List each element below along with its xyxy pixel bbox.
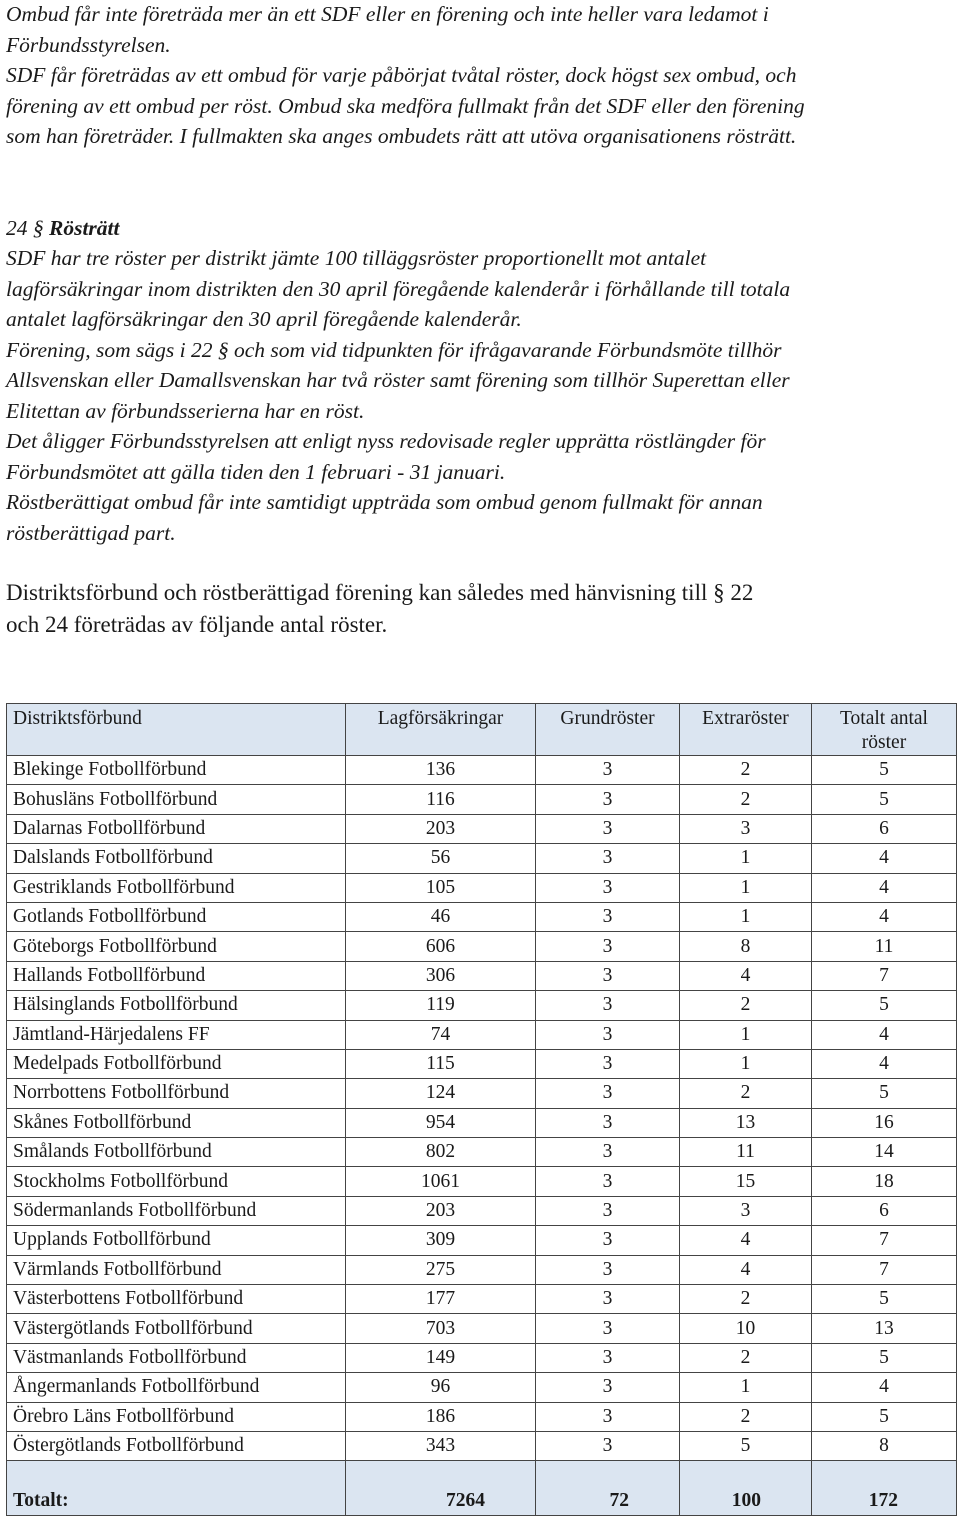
table-row bbox=[7, 1255, 957, 1284]
extra-votes-cell: 3 bbox=[680, 814, 812, 843]
header-total-votes: Totalt antal röster bbox=[812, 704, 957, 756]
extra-votes-cell: 10 bbox=[680, 1314, 812, 1343]
base-votes-cell: 3 bbox=[536, 1138, 680, 1167]
extra-votes-cell: 1 bbox=[680, 873, 812, 902]
extra-votes-cell: 1 bbox=[680, 1049, 812, 1078]
extra-votes-cell: 5 bbox=[680, 1431, 812, 1460]
base-votes-cell: 3 bbox=[536, 1402, 680, 1431]
insurances-cell: 309 bbox=[346, 1226, 536, 1255]
extra-votes-cell: 2 bbox=[680, 1285, 812, 1314]
district-name-cell: Ångermanlands Fotbollförbund bbox=[7, 1373, 346, 1402]
section-24 bbox=[6, 213, 790, 548]
base-votes-cell: 3 bbox=[536, 1020, 680, 1049]
text-line: lagförsäkringar inom distrikten den 30 april föregående kalenderår i förhållande till totala bbox=[6, 276, 791, 301]
district-name-cell: Jämtland-Härjedalens FF bbox=[7, 1020, 346, 1049]
table-row bbox=[7, 1079, 957, 1108]
total-votes-cell: 7 bbox=[812, 1226, 957, 1255]
header-district: Distriktsförbund bbox=[7, 704, 346, 756]
district-name-cell: Dalslands Fotbollförbund bbox=[7, 844, 346, 873]
base-votes-cell: 3 bbox=[536, 1049, 680, 1078]
insurances-cell: 703 bbox=[346, 1314, 536, 1343]
extra-votes-cell: 8 bbox=[680, 932, 812, 961]
insurances-cell: 954 bbox=[346, 1108, 536, 1137]
insurances-cell: 115 bbox=[346, 1049, 536, 1078]
header-extra-votes: Extraröster bbox=[680, 704, 812, 756]
insurances-cell: 46 bbox=[346, 902, 536, 931]
table-row bbox=[7, 814, 957, 843]
text-line: Ombud får inte företräda mer än ett SDF eller en förening och inte heller vara ledamot i bbox=[6, 2, 769, 26]
base-votes-cell: 3 bbox=[536, 1079, 680, 1108]
text-line: röstberättigad part. bbox=[6, 520, 176, 545]
extra-votes-cell: 2 bbox=[680, 1343, 812, 1372]
table-row bbox=[7, 991, 957, 1020]
total-votes-cell: 4 bbox=[812, 902, 957, 931]
total-votes-cell: 5 bbox=[812, 991, 957, 1020]
table-body bbox=[7, 756, 957, 1461]
insurances-cell: 119 bbox=[346, 991, 536, 1020]
total-votes-cell: 4 bbox=[812, 844, 957, 873]
total-votes-cell: 6 bbox=[812, 1196, 957, 1225]
total-votes-cell: 6 bbox=[812, 814, 957, 843]
extra-votes-cell: 1 bbox=[680, 902, 812, 931]
table-row bbox=[7, 1108, 957, 1137]
base-votes-cell: 3 bbox=[536, 1226, 680, 1255]
table-row bbox=[7, 1138, 957, 1167]
district-name-cell: Hallands Fotbollförbund bbox=[7, 961, 346, 990]
insurances-cell: 203 bbox=[346, 1196, 536, 1225]
district-name-cell: Stockholms Fotbollförbund bbox=[7, 1167, 346, 1196]
district-name-cell: Dalarnas Fotbollförbund bbox=[7, 814, 346, 843]
insurances-cell: 96 bbox=[346, 1373, 536, 1402]
text-line: Förbundsstyrelsen. bbox=[6, 32, 171, 57]
header-base-votes: Grundröster bbox=[536, 704, 680, 756]
table-header-row bbox=[7, 704, 957, 756]
base-votes-cell: 3 bbox=[536, 961, 680, 990]
insurances-cell: 177 bbox=[346, 1285, 536, 1314]
extra-votes-cell: 3 bbox=[680, 1196, 812, 1225]
total-votes-cell: 5 bbox=[812, 785, 957, 814]
district-name-cell: Upplands Fotbollförbund bbox=[7, 1226, 346, 1255]
extra-votes-cell: 1 bbox=[680, 1373, 812, 1402]
table-row bbox=[7, 1196, 957, 1225]
table-intro bbox=[6, 577, 753, 641]
base-votes-cell: 3 bbox=[536, 1431, 680, 1460]
total-votes-cell: 5 bbox=[812, 1285, 957, 1314]
insurances-cell: 105 bbox=[346, 873, 536, 902]
text-line: förening av ett ombud per röst. Ombud ska medföra fullmakt från det SDF eller den förening bbox=[6, 93, 805, 118]
district-name-cell: Västergötlands Fotbollförbund bbox=[7, 1314, 346, 1343]
text-line: Röstberättigat ombud får inte samtidigt uppträda som ombud genom fullmakt för annan bbox=[6, 490, 763, 514]
insurances-cell: 186 bbox=[346, 1402, 536, 1431]
base-votes-cell: 3 bbox=[536, 932, 680, 961]
totals-base-votes: 72 bbox=[536, 1461, 680, 1516]
district-name-cell: Medelpads Fotbollförbund bbox=[7, 1049, 346, 1078]
total-votes-cell: 5 bbox=[812, 1402, 957, 1431]
text-line: Elitettan av förbundsserierna har en röst. bbox=[6, 398, 365, 423]
district-name-cell: Norrbottens Fotbollförbund bbox=[7, 1079, 346, 1108]
total-votes-cell: 16 bbox=[812, 1108, 957, 1137]
table-row bbox=[7, 1373, 957, 1402]
extra-votes-cell: 2 bbox=[680, 756, 812, 785]
insurances-cell: 116 bbox=[346, 785, 536, 814]
insurances-cell: 203 bbox=[346, 814, 536, 843]
section-heading bbox=[6, 213, 790, 243]
insurances-cell: 275 bbox=[346, 1255, 536, 1284]
total-votes-cell: 5 bbox=[812, 756, 957, 785]
base-votes-cell: 3 bbox=[536, 1343, 680, 1372]
insurances-cell: 136 bbox=[346, 756, 536, 785]
total-votes-cell: 18 bbox=[812, 1167, 957, 1196]
extra-votes-cell: 4 bbox=[680, 1255, 812, 1284]
table-row bbox=[7, 1343, 957, 1372]
text-line: Distriktsförbund och röstberättigad förening kan således med hänvisning till § 22 bbox=[6, 580, 754, 605]
district-name-cell: Bohusläns Fotbollförbund bbox=[7, 785, 346, 814]
table-row bbox=[7, 1167, 957, 1196]
district-name-cell: Gotlands Fotbollförbund bbox=[7, 902, 346, 931]
extra-votes-cell: 2 bbox=[680, 1079, 812, 1108]
text-line: SDF har tre röster per distrikt jämte 100 tilläggsröster proportionellt mot antalet bbox=[6, 246, 707, 270]
district-name-cell: Örebro Läns Fotbollförbund bbox=[7, 1402, 346, 1431]
total-votes-cell: 4 bbox=[812, 1020, 957, 1049]
section-title: Rösträtt bbox=[49, 216, 120, 240]
text-line: Förbundsmötet att gälla tiden den 1 februari - 31 januari. bbox=[6, 459, 506, 484]
table-row bbox=[7, 1020, 957, 1049]
extra-votes-cell: 1 bbox=[680, 844, 812, 873]
totals-insurances: 7264 bbox=[346, 1461, 536, 1516]
proxy-rules-paragraph bbox=[6, 0, 805, 152]
totals-label: Totalt: bbox=[7, 1461, 346, 1516]
table-row bbox=[7, 1049, 957, 1078]
table-row bbox=[7, 1402, 957, 1431]
base-votes-cell: 3 bbox=[536, 991, 680, 1020]
base-votes-cell: 3 bbox=[536, 1196, 680, 1225]
text-line: Förening, som sägs i 22 § och som vid tidpunkten för ifrågavarande Förbundsmöte tillhör bbox=[6, 337, 782, 362]
table-row bbox=[7, 785, 957, 814]
table-row bbox=[7, 961, 957, 990]
text-line: SDF får företrädas av ett ombud för varje påbörjat tvåtal röster, dock högst sex ombud, och bbox=[6, 63, 797, 87]
table-row bbox=[7, 1431, 957, 1460]
total-votes-cell: 4 bbox=[812, 1049, 957, 1078]
extra-votes-cell: 2 bbox=[680, 1402, 812, 1431]
table-row bbox=[7, 1285, 957, 1314]
district-name-cell: Göteborgs Fotbollförbund bbox=[7, 932, 346, 961]
base-votes-cell: 3 bbox=[536, 785, 680, 814]
extra-votes-cell: 11 bbox=[680, 1138, 812, 1167]
total-votes-cell: 11 bbox=[812, 932, 957, 961]
district-name-cell: Västerbottens Fotbollförbund bbox=[7, 1285, 346, 1314]
extra-votes-cell: 4 bbox=[680, 1226, 812, 1255]
extra-votes-cell: 15 bbox=[680, 1167, 812, 1196]
base-votes-cell: 3 bbox=[536, 1373, 680, 1402]
extra-votes-cell: 2 bbox=[680, 785, 812, 814]
district-name-cell: Västmanlands Fotbollförbund bbox=[7, 1343, 346, 1372]
district-name-cell: Södermanlands Fotbollförbund bbox=[7, 1196, 346, 1225]
insurances-cell: 606 bbox=[346, 932, 536, 961]
totals-total-votes: 172 bbox=[812, 1461, 957, 1516]
total-votes-cell: 14 bbox=[812, 1138, 957, 1167]
insurances-cell: 74 bbox=[346, 1020, 536, 1049]
text-line: och 24 företrädas av följande antal röster. bbox=[6, 612, 388, 637]
total-votes-cell: 5 bbox=[812, 1079, 957, 1108]
base-votes-cell: 3 bbox=[536, 873, 680, 902]
table-totals-row bbox=[7, 1461, 957, 1516]
extra-votes-cell: 13 bbox=[680, 1108, 812, 1137]
district-name-cell: Skånes Fotbollförbund bbox=[7, 1108, 346, 1137]
district-name-cell: Hälsinglands Fotbollförbund bbox=[7, 991, 346, 1020]
base-votes-cell: 3 bbox=[536, 756, 680, 785]
total-votes-cell: 4 bbox=[812, 873, 957, 902]
text-line: antalet lagförsäkringar den 30 april föregående kalenderår. bbox=[6, 307, 522, 331]
header-insurances: Lagförsäkringar bbox=[346, 704, 536, 756]
section-symbol: § bbox=[32, 216, 44, 240]
insurances-cell: 56 bbox=[346, 844, 536, 873]
base-votes-cell: 3 bbox=[536, 1314, 680, 1343]
total-votes-cell: 4 bbox=[812, 1373, 957, 1402]
district-name-cell: Smålands Fotbollförbund bbox=[7, 1138, 346, 1167]
insurances-cell: 1061 bbox=[346, 1167, 536, 1196]
extra-votes-cell: 2 bbox=[680, 991, 812, 1020]
district-name-cell: Värmlands Fotbollförbund bbox=[7, 1255, 346, 1284]
totals-extra-votes: 100 bbox=[680, 1461, 812, 1516]
total-votes-cell: 8 bbox=[812, 1431, 957, 1460]
table-row bbox=[7, 844, 957, 873]
extra-votes-cell: 4 bbox=[680, 961, 812, 990]
votes-table bbox=[6, 703, 957, 1516]
base-votes-cell: 3 bbox=[536, 814, 680, 843]
table-row bbox=[7, 1314, 957, 1343]
table-row bbox=[7, 756, 957, 785]
text-line: som han företräder. I fullmakten ska anges ombudets rätt att utöva organisationens rösträtt. bbox=[6, 124, 797, 148]
section-number: 24 bbox=[6, 216, 28, 240]
insurances-cell: 124 bbox=[346, 1079, 536, 1108]
table-row bbox=[7, 873, 957, 902]
total-votes-cell: 13 bbox=[812, 1314, 957, 1343]
base-votes-cell: 3 bbox=[536, 844, 680, 873]
table-row bbox=[7, 1226, 957, 1255]
insurances-cell: 343 bbox=[346, 1431, 536, 1460]
text-line: Det åligger Förbundsstyrelsen att enligt nyss redovisade regler upprätta röstlängder för bbox=[6, 429, 766, 453]
district-name-cell: Blekinge Fotbollförbund bbox=[7, 756, 346, 785]
base-votes-cell: 3 bbox=[536, 1255, 680, 1284]
insurances-cell: 802 bbox=[346, 1138, 536, 1167]
insurances-cell: 149 bbox=[346, 1343, 536, 1372]
base-votes-cell: 3 bbox=[536, 1108, 680, 1137]
table-row bbox=[7, 932, 957, 961]
district-name-cell: Gestriklands Fotbollförbund bbox=[7, 873, 346, 902]
base-votes-cell: 3 bbox=[536, 1167, 680, 1196]
text-line: Allsvenskan eller Damallsvenskan har två röster samt förening som tillhör Superettan eller bbox=[6, 368, 790, 392]
insurances-cell: 306 bbox=[346, 961, 536, 990]
total-votes-cell: 5 bbox=[812, 1343, 957, 1372]
district-name-cell: Östergötlands Fotbollförbund bbox=[7, 1431, 346, 1460]
base-votes-cell: 3 bbox=[536, 1285, 680, 1314]
base-votes-cell: 3 bbox=[536, 902, 680, 931]
total-votes-cell: 7 bbox=[812, 961, 957, 990]
total-votes-cell: 7 bbox=[812, 1255, 957, 1284]
extra-votes-cell: 1 bbox=[680, 1020, 812, 1049]
table-row bbox=[7, 902, 957, 931]
